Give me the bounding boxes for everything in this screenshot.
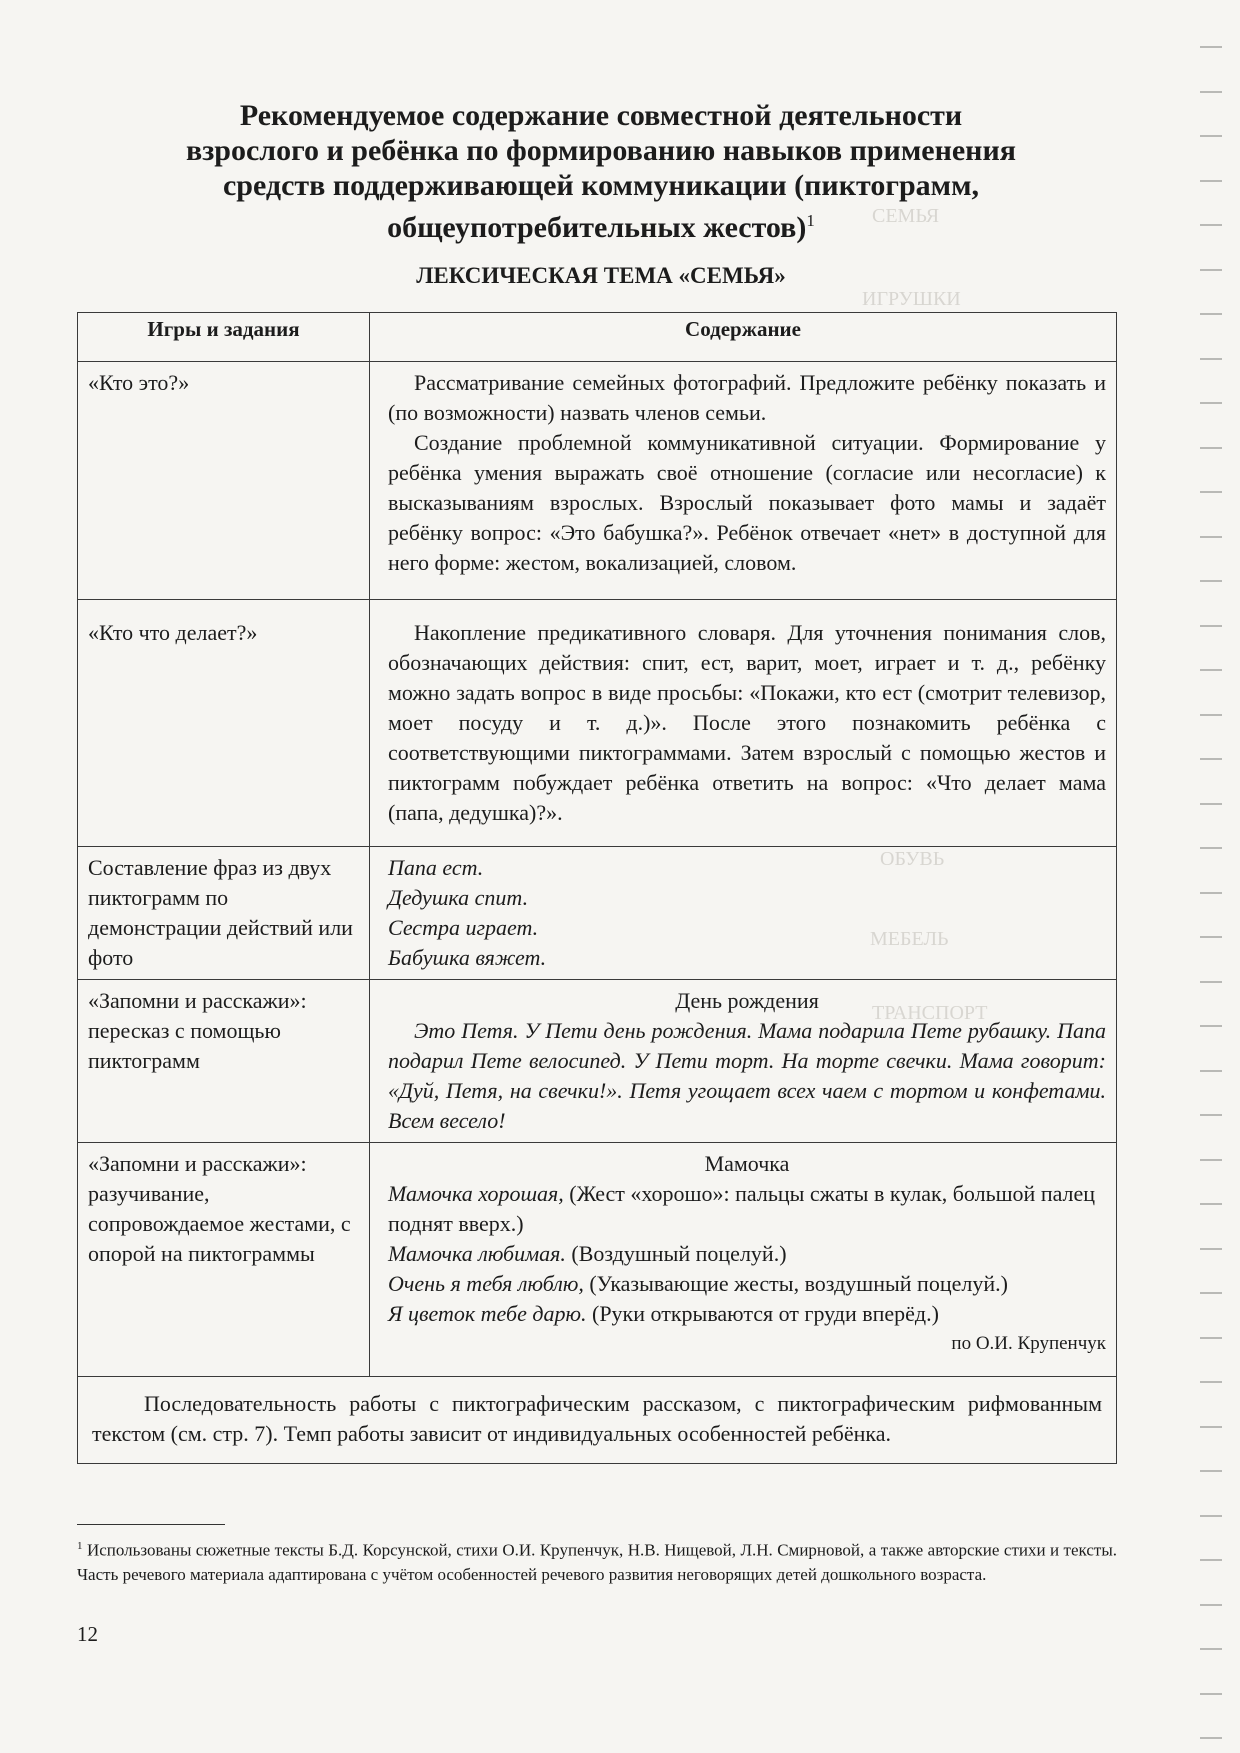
binding-tick xyxy=(1200,1515,1222,1517)
poem-line: Очень я тебя люблю, (Указывающие жесты, воздушный поцелуй.) xyxy=(388,1271,1008,1296)
binding-tick xyxy=(1200,180,1222,182)
phrase-line: Сестра играет. xyxy=(388,915,539,940)
binding-tick xyxy=(1200,1426,1222,1428)
binding-tick xyxy=(1200,1559,1222,1561)
content-paragraph: Накопление предикативного словаря. Для уточнения понимания слов, обозначающих действия: спит, ест, варит, моет, играет и т. д., ребёнку можно задать вопрос в виде просьбы: «Покажи, кто ест (смотрит телевизор, моет посуду и т. д.)». После этого познакомить ребёнка с соответствующими пиктограммами. Затем взрослый с помощью жестов и пиктограмм побуждает ребёнка ответить на вопрос: «Что делает мама (папа, дедушка)?». xyxy=(388,620,1106,825)
binding-tick xyxy=(1200,758,1222,760)
binding-tick xyxy=(1200,1025,1222,1027)
page-number: 12 xyxy=(77,1622,98,1646)
footnote-separator xyxy=(77,1524,225,1525)
table-row xyxy=(78,362,1117,600)
binding-tick xyxy=(1200,1292,1222,1294)
binding-tick xyxy=(1200,580,1222,582)
binding-tick xyxy=(1200,1337,1222,1339)
footnote-reference: 1 xyxy=(806,211,815,230)
column-header-tasks: Игры и задания xyxy=(78,313,370,362)
phrase-line: Дедушка спит. xyxy=(388,885,529,910)
bleed-through-text: ИГРУШКИ xyxy=(862,288,961,310)
poem-line: Я цветок тебе дарю. (Руки открываются от груди вперёд.) xyxy=(388,1301,939,1326)
footnote-mark: 1 xyxy=(77,1540,83,1552)
binding-tick xyxy=(1200,1248,1222,1250)
content-cell xyxy=(370,362,1117,600)
task-cell: «Кто что делает?» xyxy=(78,600,370,847)
footnote xyxy=(77,1534,1117,1587)
binding-tick xyxy=(1200,1604,1222,1606)
binding-marks xyxy=(1180,0,1240,1753)
binding-tick xyxy=(1200,536,1222,538)
story-title: День рождения xyxy=(675,988,819,1013)
binding-tick xyxy=(1200,1648,1222,1650)
title-line: взрослого и ребёнка по формированию навыков применения xyxy=(186,134,1016,167)
activities-table xyxy=(77,312,1117,1464)
poem-line: Мамочка любимая. (Воздушный поцелуй.) xyxy=(388,1241,787,1266)
binding-tick xyxy=(1200,313,1222,315)
task-cell: «Запомни и расскажи»: разучивание, сопровождаемое жестами, с опорой на пиктограммы xyxy=(78,1143,370,1377)
binding-tick xyxy=(1200,1381,1222,1383)
task-cell: «Кто это?» xyxy=(78,362,370,600)
phrase-line: Папа ест. xyxy=(388,855,484,880)
table-footer-row xyxy=(78,1377,1117,1464)
footnote-text: Использованы сюжетные тексты Б.Д. Корсунской, стихи О.И. Крупенчук, Н.В. Нищевой, Л.Н. Смирновой, а также авторские стихи и тексты. Часть речевого материала адаптирована с учётом особенностей речевого развития неговорящих детей дошкольного возраста. xyxy=(77,1540,1118,1584)
bleed-through-text: ОБУВЬ xyxy=(880,848,945,870)
binding-tick xyxy=(1200,1114,1222,1116)
lexical-theme-heading: ЛЕКСИЧЕСКАЯ ТЕМА «СЕМЬЯ» xyxy=(416,263,786,288)
task-cell: «Запомни и расскажи»: пересказ с помощью пиктограмм xyxy=(78,980,370,1143)
binding-tick xyxy=(1200,847,1222,849)
poem-author: по О.И. Крупенчук xyxy=(951,1333,1106,1354)
task-cell: Составление фраз из двух пиктограмм по демонстрации действий или фото xyxy=(78,847,370,980)
bleed-through-text: ТРАНСПОРТ xyxy=(872,1002,988,1024)
title-line: общеупотребительных жестов)$^1$ xyxy=(387,211,815,244)
content-cell xyxy=(370,600,1117,847)
binding-tick xyxy=(1200,981,1222,983)
table-row xyxy=(78,600,1117,847)
binding-tick xyxy=(1200,1737,1222,1739)
binding-tick xyxy=(1200,669,1222,671)
story-text: Это Петя. У Пети день рождения. Мама подарила Пете рубашку. Папа подарил Пете велосипед. У Пети торт. На торте свечки. Мама говорит: «Дуй, Петя, на свечки!». Петя угощает всех чаем с тортом и конфетами. Всем весело! xyxy=(388,1018,1106,1133)
binding-tick xyxy=(1200,1470,1222,1472)
binding-tick xyxy=(1200,447,1222,449)
table-header-row xyxy=(78,313,1117,362)
column-header-content: Содержание xyxy=(370,313,1117,362)
binding-tick xyxy=(1200,1159,1222,1161)
title-line: средств поддерживающей коммуникации (пиктограмм, xyxy=(222,169,980,202)
title-line: Рекомендуемое содержание совместной деятельности xyxy=(239,99,963,132)
binding-tick xyxy=(1200,224,1222,226)
table-row xyxy=(78,1143,1117,1377)
binding-tick xyxy=(1200,803,1222,805)
content-cell xyxy=(370,980,1117,1143)
content-cell xyxy=(370,847,1117,980)
binding-tick xyxy=(1200,491,1222,493)
binding-tick xyxy=(1200,358,1222,360)
table-row xyxy=(78,847,1117,980)
content-paragraph: Рассматривание семейных фотографий. Предложите ребёнку показать и (по возможности) назвать членов семьи. xyxy=(388,370,1106,425)
document-title xyxy=(76,98,1126,245)
bleed-through-text: СЕМЬЯ xyxy=(872,205,940,227)
binding-tick xyxy=(1200,269,1222,271)
content-cell xyxy=(370,1143,1117,1377)
binding-tick xyxy=(1200,936,1222,938)
binding-tick xyxy=(1200,625,1222,627)
binding-tick xyxy=(1200,135,1222,137)
poem-title: Мамочка xyxy=(704,1151,790,1176)
binding-tick xyxy=(1200,892,1222,894)
binding-tick xyxy=(1200,91,1222,93)
table-row xyxy=(78,980,1117,1143)
binding-tick xyxy=(1200,714,1222,716)
footer-note-cell xyxy=(78,1377,1117,1464)
binding-tick xyxy=(1200,46,1222,48)
content-paragraph: Создание проблемной коммуникативной ситуации. Формирование у ребёнка умения выражать своё отношение (согласие или несогласие) к высказываниям взрослых. Взрослый показывает фото мамы и задаёт ребёнку вопрос: «Это бабушка?». Ребёнок отвечает «нет» в доступной для него форме: жестом, вокализацией, словом. xyxy=(388,430,1106,575)
phrase-line: Бабушка вяжет. xyxy=(388,945,547,970)
binding-tick xyxy=(1200,1070,1222,1072)
bleed-through-text: МЕБЕЛЬ xyxy=(870,928,949,950)
footer-note: Последовательность работы с пиктографическим рассказом, с пиктографическим рифмованным текстом (см. стр. 7). Темп работы зависит от индивидуальных особенностей ребёнка. xyxy=(92,1391,1102,1446)
poem-line: Мамочка хорошая, (Жест «хорошо»: пальцы сжаты в кулак, большой палец поднят вверх.) xyxy=(388,1181,1096,1236)
binding-tick xyxy=(1200,402,1222,404)
binding-tick xyxy=(1200,1693,1222,1695)
binding-tick xyxy=(1200,1203,1222,1205)
